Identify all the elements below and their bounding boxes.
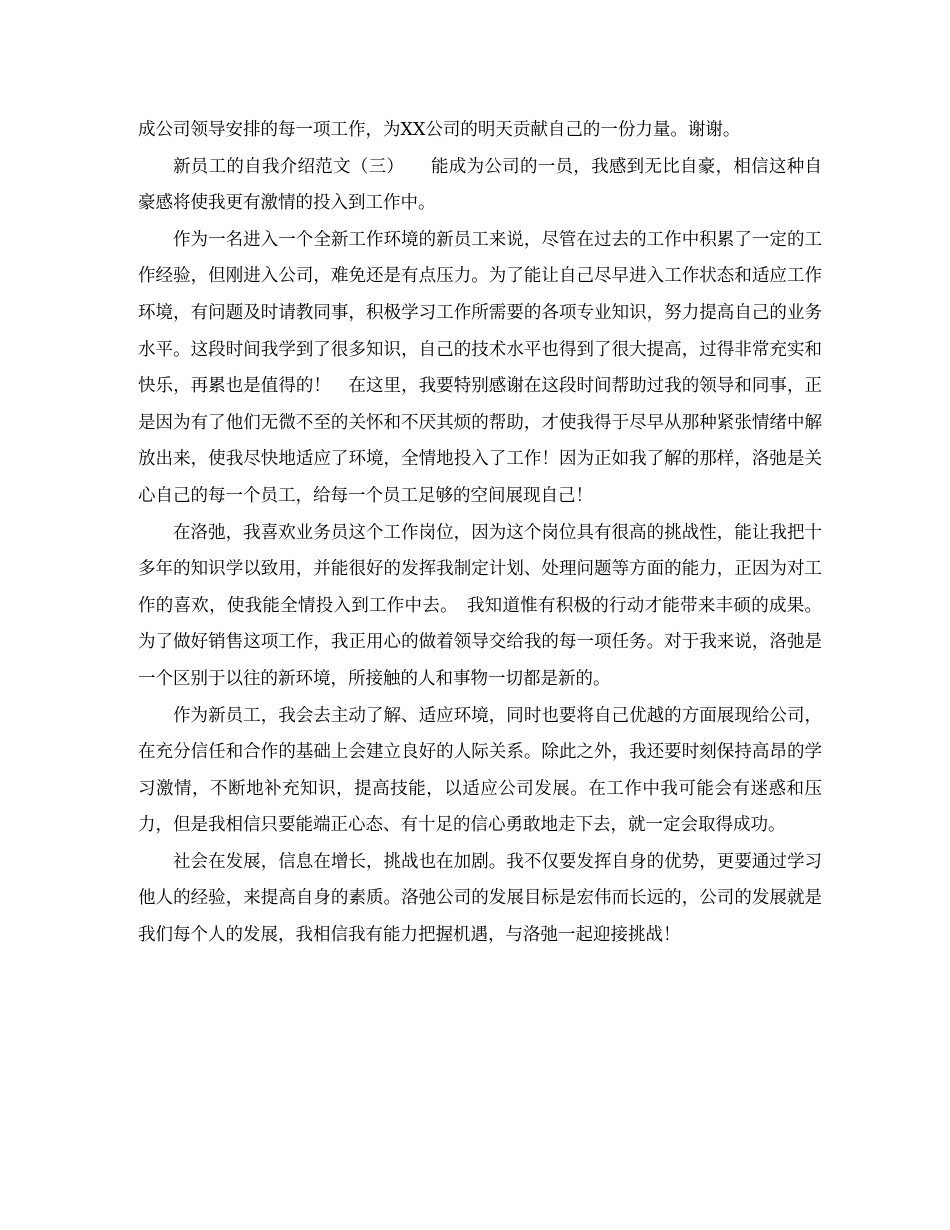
paragraph-closing: 社会在发展，信息在增长，挑战也在加剧。我不仅要发挥自身的优势，更要通过学习他人的经验，来提高自身的素质。洛弛公司的发展目标是宏伟而长远的，公司的发展就是我们每个人的发展，我相信我有能力把握机遇，与洛弛一起迎接挑战！: [138, 851, 822, 946]
document-body: [138, 112, 822, 954]
paragraph-work-experience: 作为一名进入一个全新工作环境的新员工来说，尽管在过去的工作中积累了一定的工作经验，但刚进入公司，难免还是有点压力。为了能让自己尽早进入工作状态和适应工作环境，有问题及时请教同事，积极学习工作所需要的各项专业知识，努力提高自己的业务水平。这段时间我学到了很多知识，自己的技术水平也得到了很大提高，过得非常充实和快乐，再累也是值得的！ 在这里，我要特别感谢在这段时间帮助过我的领导和同事，正是因为有了他们无微不至的关怀和不厌其烦的帮助，才使我得于尽早从那种紧张情绪中解放出来，使我尽快地适应了环境，全情地投入了工作！因为正如我了解的那样，洛弛是关心自己的每一个员工，给每一个员工足够的空间展现自己！: [138, 229, 822, 506]
paragraph-continuation: 成公司领导安排的每一项工作，为XX公司的明天贡献自己的一份力量。谢谢。: [138, 120, 741, 140]
paragraph-new-employee: 作为新员工，我会去主动了解、适应环境，同时也要将自己优越的方面展现给公司，在充分信任和合作的基础上会建立良好的人际关系。除此之外，我还要时刻保持高昂的学习激情，不断地补充知识，提高技能，以适应公司发展。在工作中我可能会有迷惑和压力，但是我相信只要能端正心态、有十足的信心勇敢地走下去，就一定会取得成功。: [138, 705, 822, 836]
paragraph-intro-heading: 新员工的自我介绍范文（三） 能成为公司的一员，我感到无比自豪，相信这种自豪感将使我更有激情的投入到工作中。: [138, 156, 822, 214]
paragraph-job-position: 在洛弛，我喜欢业务员这个工作岗位，因为这个岗位具有很高的挑战性，能让我把十多年的知识学以致用，并能很好的发挥我制定计划、处理问题等方面的能力，正因为对工作的喜欢，使我能全情投入到工作中去。 我知道惟有积极的行动才能带来丰硕的成果。为了做好销售这项工作，我正用心的做着领导交给我的每一项任务。对于我来说，洛弛是一个区别于以往的新环境，所接触的人和事物一切都是新的。: [138, 522, 822, 689]
